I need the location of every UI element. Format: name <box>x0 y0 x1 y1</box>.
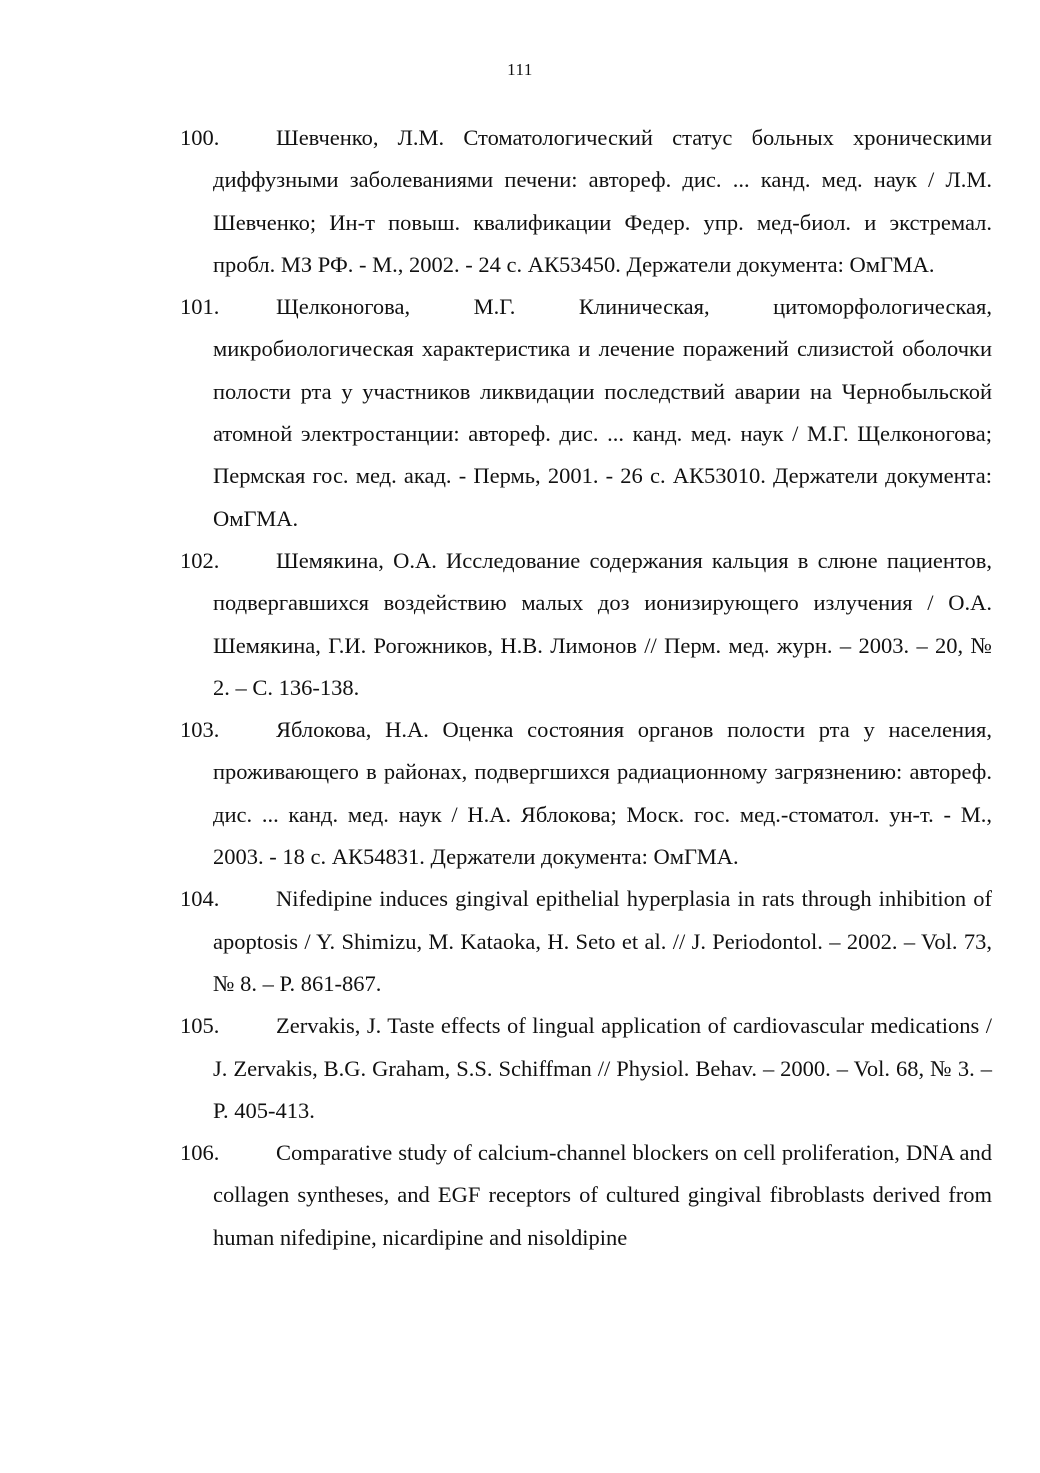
reference-text-wrapper <box>213 540 992 709</box>
reference-text-wrapper <box>213 286 992 540</box>
reference-text: Яблокова, Н.А. Оценка состояния органов полости рта у населения, проживающего в районах, подвергшихся радиационному загрязнению: автореф. дис. ... канд. мед. наук / Н.А. Яблокова; Моск. гос. мед.-стоматол. ун-т. - М., 2003. - 18 с. АК54831. Держатели документа: ОмГМА. <box>213 717 992 870</box>
reference-number: 102. <box>180 547 220 573</box>
reference-item <box>180 1005 992 1132</box>
reference-item <box>180 1132 992 1259</box>
reference-list <box>180 117 992 1259</box>
reference-item <box>180 540 992 709</box>
reference-text: Comparative study of calcium-channel blockers on cell proliferation, DNA and collagen syntheses, and EGF receptors of cultured gingival fibroblasts derived from human nifedipine, nicardipine and nisoldipine <box>213 1140 992 1250</box>
reference-text-wrapper <box>213 1005 992 1132</box>
reference-text: Zervakis, J. Taste effects of lingual application of cardiovascular medications / J. Zervakis, B.G. Graham, S.S. Schiffman // Physiol. Behav. – 2000. – Vol. 68, № 3. – P. 405-413. <box>213 1013 992 1123</box>
reference-item <box>180 117 992 286</box>
reference-number: 106. <box>180 1140 220 1166</box>
reference-item <box>180 286 992 540</box>
reference-text-wrapper <box>213 1132 992 1259</box>
reference-text: Щелконогова, М.Г. Клиническая, цитоморфологическая, микробиологическая характеристика и лечение поражений слизистой оболочки полости рта у участников ликвидации последствий аварии на Чернобыльской атомной электростанции: автореф. дис. ... канд. мед. наук / М.Г. Щелконогова; Пермская гос. мед. акад. - Пермь, 2001. - 26 с. АК53010. Держатели документа: ОмГМА. <box>213 294 992 531</box>
reference-text: Шемякина, О.А. Исследование содержания кальция в слюне пациентов, подвергавшихся воздействию малых доз ионизирующего излучения / О.А. Шемякина, Г.И. Рогожников, Н.В. Лимонов // Перм. мед. журн. – 2003. – 20, № 2. – С. 136-138. <box>213 547 992 700</box>
reference-number: 100. <box>180 125 220 150</box>
reference-number: 101. <box>180 294 220 320</box>
reference-number: 103. <box>180 717 220 743</box>
reference-number: 104. <box>180 886 220 912</box>
reference-text-wrapper <box>213 878 992 1005</box>
reference-text-wrapper <box>213 709 992 878</box>
reference-item <box>180 709 992 878</box>
page-number: 111 <box>507 60 533 79</box>
reference-text: Nifedipine induces gingival epithelial hyperplasia in rats through inhibition of apoptosis / Y. Shimizu, M. Kataoka, H. Seto et al. // J. Periodontol. – 2002. – Vol. 73, № 8. – P. 861-867. <box>213 886 992 996</box>
reference-item <box>180 878 992 1005</box>
reference-number: 105. <box>180 1013 220 1039</box>
reference-text-wrapper <box>213 117 992 286</box>
reference-text: Шевченко, Л.М. Стоматологический статус больных хроническими диффузными заболеваниями печени: автореф. дис. ... канд. мед. наук / Л.М. Шевченко; Ин-т повыш. квалификации Федер. упр. мед-биол. и экстремал. пробл. МЗ РФ. - М., 2002. - 24 с. АК53450. Держатели документа: ОмГМА. <box>213 125 992 277</box>
